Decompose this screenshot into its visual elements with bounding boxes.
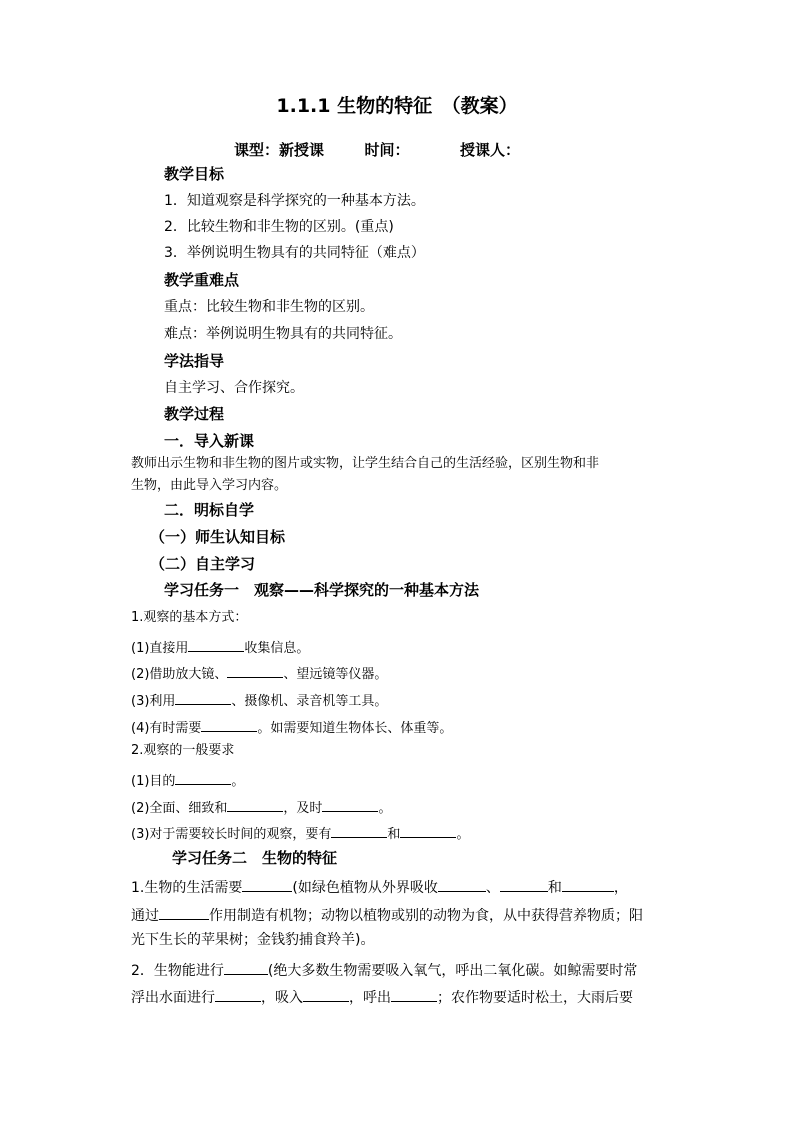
fill-in-line: (3)对于需要较长时间的观察，要有 和 。: [131, 824, 469, 841]
self-study-sub1: （一）师生认知目标: [150, 528, 286, 546]
answer-blank[interactable]: [188, 638, 244, 652]
answer-blank[interactable]: [175, 691, 231, 705]
answer-blank[interactable]: [159, 906, 209, 920]
text-line: 光下生长的苹果树；金钱豹捕食羚羊)。: [131, 932, 375, 948]
task2-heading: 学习任务二 生物的特征: [172, 849, 338, 867]
answer-blank[interactable]: [500, 878, 548, 892]
fill-in-line: (3)利用 、摄像机、录音机等工具。: [131, 691, 387, 708]
intro-text-line: 生物，由此导入学习内容。: [131, 478, 288, 493]
fill-in-line: 浮出水面进行 ，吸入 ，呼出 ；农作物要适时松土，大雨后要: [131, 990, 633, 1006]
page-title: 1.1.1 生物的特征 （教案）: [276, 95, 518, 117]
fill-in-line: 通过 作用制造有机物；动物以植物或别的动物为食，从中获得营养物质；阳: [131, 908, 643, 924]
fill-in-line: (1)直接用 收集信息。: [131, 638, 309, 655]
fill-in-line: (1)目的 。: [131, 771, 244, 788]
goal-item: 3．举例说明生物具有的共同特征（难点）: [164, 245, 425, 261]
process-heading: 教学过程: [164, 405, 225, 423]
answer-blank[interactable]: [175, 771, 231, 785]
answer-blank[interactable]: [227, 664, 283, 678]
answer-blank[interactable]: [224, 961, 268, 975]
method-text: 自主学习、合作探究。: [164, 380, 304, 396]
answer-blank[interactable]: [201, 718, 257, 732]
answer-blank[interactable]: [331, 824, 387, 838]
fill-in-line: (2)全面、细致和 ，及时 。: [131, 798, 391, 815]
fill-in-line: (2)借助放大镜、 、望远镜等仪器。: [131, 664, 387, 681]
lesson-time: 时间：: [364, 141, 410, 159]
answer-blank[interactable]: [400, 824, 456, 838]
method-heading: 学法指导: [164, 352, 225, 370]
answer-blank[interactable]: [227, 798, 283, 812]
intro-text-line: 教师出示生物和非生物的图片或实物，让学生结合自己的生活经验，区别生物和非: [131, 456, 600, 471]
answer-blank[interactable]: [391, 988, 437, 1002]
lesson-type: 课型：新授课: [234, 141, 325, 159]
answer-blank[interactable]: [242, 878, 292, 892]
self-study-sub2: （二）自主学习: [150, 555, 256, 573]
task1-question: 2.观察的一般要求: [131, 743, 235, 758]
answer-blank[interactable]: [562, 878, 614, 892]
fill-in-line: 1.生物的生活需要 (如绿色植物从外界吸收 、 和 ，: [131, 880, 628, 896]
answer-blank[interactable]: [438, 878, 486, 892]
key-point: 重点：比较生物和非生物的区别。: [164, 299, 374, 315]
fill-in-line: 2．生物能进行 (绝大多数生物需要吸入氧气，呼出二氧化碳。如鲸需要时常: [131, 963, 638, 979]
answer-blank[interactable]: [303, 988, 349, 1002]
task1-heading: 学习任务一 观察——科学探究的一种基本方法: [164, 581, 480, 599]
lesson-meta: [234, 143, 520, 158]
fill-in-line: (4)有时需要 。如需要知道生物体长、体重等。: [131, 718, 452, 735]
goal-item: 2．比较生物和非生物的区别。(重点): [164, 219, 394, 235]
difficult-point: 难点：举例说明生物具有的共同特征。: [164, 326, 402, 342]
self-study-heading: 二．明标自学: [164, 501, 255, 519]
lesson-teacher: 授课人：: [459, 141, 520, 159]
task1-question: 1.观察的基本方式：: [131, 610, 248, 625]
intro-heading: 一．导入新课: [164, 432, 255, 450]
goals-heading: 教学目标: [164, 165, 225, 183]
answer-blank[interactable]: [322, 798, 378, 812]
answer-blank[interactable]: [215, 988, 261, 1002]
key-points-heading: 教学重难点: [164, 271, 240, 289]
goal-item: 1．知道观察是科学探究的一种基本方法。: [164, 193, 425, 209]
